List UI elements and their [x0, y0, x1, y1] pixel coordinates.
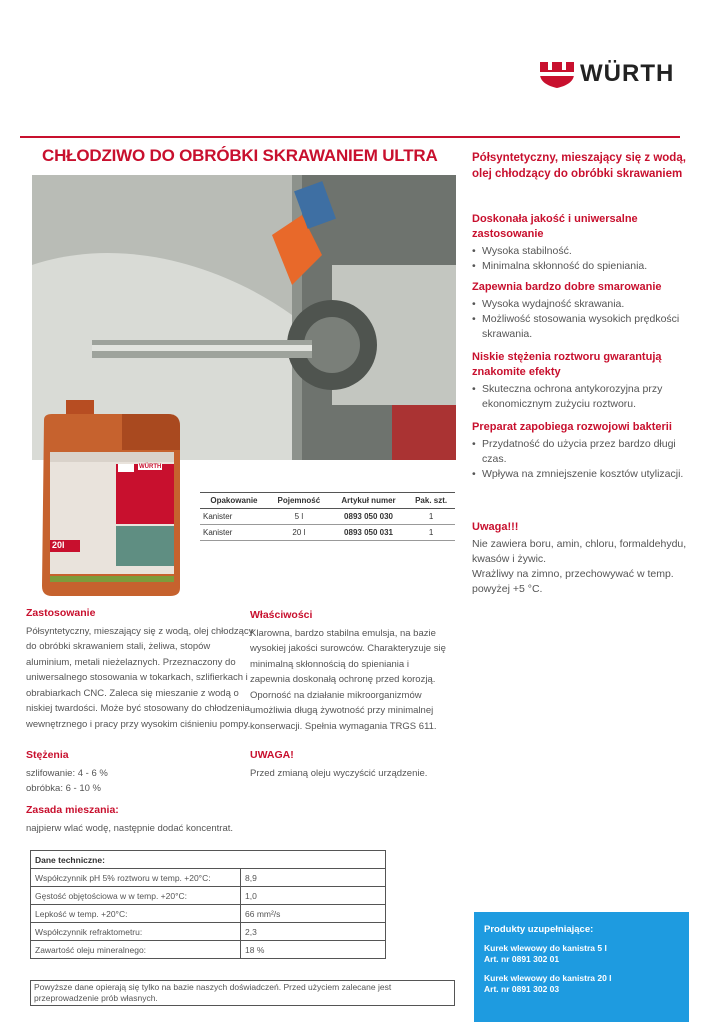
addon-item: [484, 943, 679, 965]
cell: 8,9: [241, 869, 386, 887]
cell: Współczynnik pH 5% roztworu w temp. +20°C:: [31, 869, 241, 887]
tech-heading: Dane techniczne:: [31, 851, 386, 869]
table-row: [31, 887, 386, 905]
table-row: [31, 905, 386, 923]
section-text: Półsyntetyczny, mieszający się z wodą, olej chłodzący do obróbki skrawaniem stali, żeliwa, stopów aluminium, metali nieżelaznych. Przeznaczony do uniwersalnego stosowania w tokarkach, szlifierkach i obrabiarkach CNC. Zaleca się mieszanie z wodą o niskiej twardości. Może być stosowany do chłodzenia wewnętrznego i pracy przy wysokim ciśnieniu pompy.: [26, 625, 254, 730]
feature-heading: Zapewnia bardzo dobre smarowanie: [472, 281, 662, 293]
table-row: [31, 941, 386, 959]
section-heading: Zasada mieszania:: [26, 804, 119, 816]
uwaga-section: [250, 748, 450, 781]
col-header: Artykuł numer: [330, 493, 407, 509]
disclaimer-note: Powyższe dane opierają się tylko na bazie naszych doświadczeń. Przed użyciem zalecane jest przeprowadzenie prób własnych.: [30, 980, 455, 1006]
cell: Kanister: [200, 525, 268, 541]
stezenia-section: [26, 748, 256, 797]
cell: 5 l: [268, 509, 330, 525]
addon-name: Kurek wlewowy do kanistra 5 l: [484, 943, 607, 953]
cell: 20 l: [268, 525, 330, 541]
feature-heading: Niskie stężenia roztworu gwarantują znakomite efekty: [472, 351, 662, 378]
wlasciwosci-section: [250, 608, 450, 734]
cell: 0893 050 030: [330, 509, 407, 525]
section-heading: Zastosowanie: [26, 607, 96, 619]
addon-art: Art. nr 0891 302 03: [484, 984, 560, 994]
canister-image: [36, 400, 188, 600]
brand-name: WÜRTH: [580, 60, 675, 87]
cell: 1,0: [241, 887, 386, 905]
feature-item: • Minimalna skłonność do spieniania.: [472, 259, 692, 274]
feature-item: • Wysoka wydajność skrawania.: [472, 297, 692, 312]
section-text: najpierw wlać wodę, następnie dodać koncentrat.: [26, 822, 234, 834]
table-row: [31, 923, 386, 941]
table-row: [200, 525, 455, 541]
subtitle: Półsyntetyczny, mieszający się z wodą, olej chłodzący do obróbki skrawaniem: [472, 152, 686, 180]
feature-item: • Skuteczna ochrona antykorozyjna przy ekonomicznym zużyciu roztworu.: [472, 382, 692, 412]
section-text: Klarowna, bardzo stabilna emulsja, na bazie wysokiej jakości surowców. Charakteryzuje się minimalną skłonnością do spieniania i zapewnia doskonałą ochronę przed korozją. Oporność na działanie mikroorganizmów umożliwia długą żywotność przy minimalnej konserwacji. Spełnia wymagania TRGS 611.: [250, 627, 446, 732]
cell: 1: [407, 525, 455, 541]
section-heading: Właściwości: [250, 609, 313, 621]
col-header: Pojemność: [268, 493, 330, 509]
feature-item: • Przydatność do użycia przez bardzo długi czas.: [472, 437, 692, 467]
addon-art: Art. nr 0891 302 01: [484, 954, 560, 964]
product-table: [200, 492, 455, 541]
feature-heading: Doskonała jakość i uniwersalne zastosowanie: [472, 213, 638, 240]
cell: 0893 050 031: [330, 525, 407, 541]
wurth-logo-icon: [540, 58, 574, 88]
warning-text: Nie zawiera boru, amin, chloru, formaldehydu, kwasów i żywic.: [472, 538, 687, 565]
cell: 66 mm²/s: [241, 905, 386, 923]
section-text: obróbka: 6 - 10 %: [26, 783, 101, 794]
feature-block: [472, 350, 692, 412]
wurth-logo: [540, 58, 682, 90]
cell: 18 %: [241, 941, 386, 959]
feature-item: • Możliwość stosowania wysokich prędkości skrawania.: [472, 312, 692, 342]
feature-block: [472, 280, 692, 342]
top-rule: [20, 136, 680, 138]
cell: Zawartość oleju mineralnego:: [31, 941, 241, 959]
feature-block: [472, 420, 692, 482]
col-header: Pak. szt.: [407, 493, 455, 509]
addon-name: Kurek wlewowy do kanistra 20 l: [484, 973, 612, 983]
cell: 1: [407, 509, 455, 525]
section-text: Przed zmianą oleju wyczyścić urządzenie.: [250, 767, 428, 779]
cell: Kanister: [200, 509, 268, 525]
section-heading: UWAGA!: [250, 749, 294, 761]
page-title: CHŁODZIWO DO OBRÓBKI SKRAWANIEM ULTRA: [42, 146, 438, 165]
cell: Gęstość objętościowa w w temp. +20°C:: [31, 887, 241, 905]
cell: Lepkość w temp. +20°C:: [31, 905, 241, 923]
warning-block: [472, 520, 692, 597]
warning-heading: Uwaga!!!: [472, 521, 519, 533]
addons-heading: Produkty uzupełniające:: [484, 924, 594, 935]
can-brand: WÜRTH: [139, 464, 162, 470]
feature-item: • Wysoka stabilność.: [472, 244, 692, 259]
zastosowanie-section: [26, 606, 256, 732]
cell: 2,3: [241, 923, 386, 941]
feature-heading: Preparat zapobiega rozwojowi bakterii: [472, 421, 672, 433]
section-heading: Stężenia: [26, 749, 69, 761]
addons-box: [474, 912, 689, 1022]
warning-text: Wrażliwy na zimno, przechowywać w temp. powyżej +5 °C.: [472, 568, 674, 595]
table-row: [31, 869, 386, 887]
col-header: Opakowanie: [200, 493, 268, 509]
table-row: [200, 509, 455, 525]
can-volume: 20l: [52, 540, 65, 550]
section-text: szlifowanie: 4 - 6 %: [26, 767, 108, 779]
feature-item: • Wpływa na zmniejszenie kosztów utylizacji.: [472, 467, 692, 482]
feature-block: [472, 212, 692, 274]
tech-data-table: [30, 850, 386, 959]
zasada-section: [26, 803, 256, 836]
cell: Współczynnik refraktometru:: [31, 923, 241, 941]
addon-item: [484, 973, 679, 995]
